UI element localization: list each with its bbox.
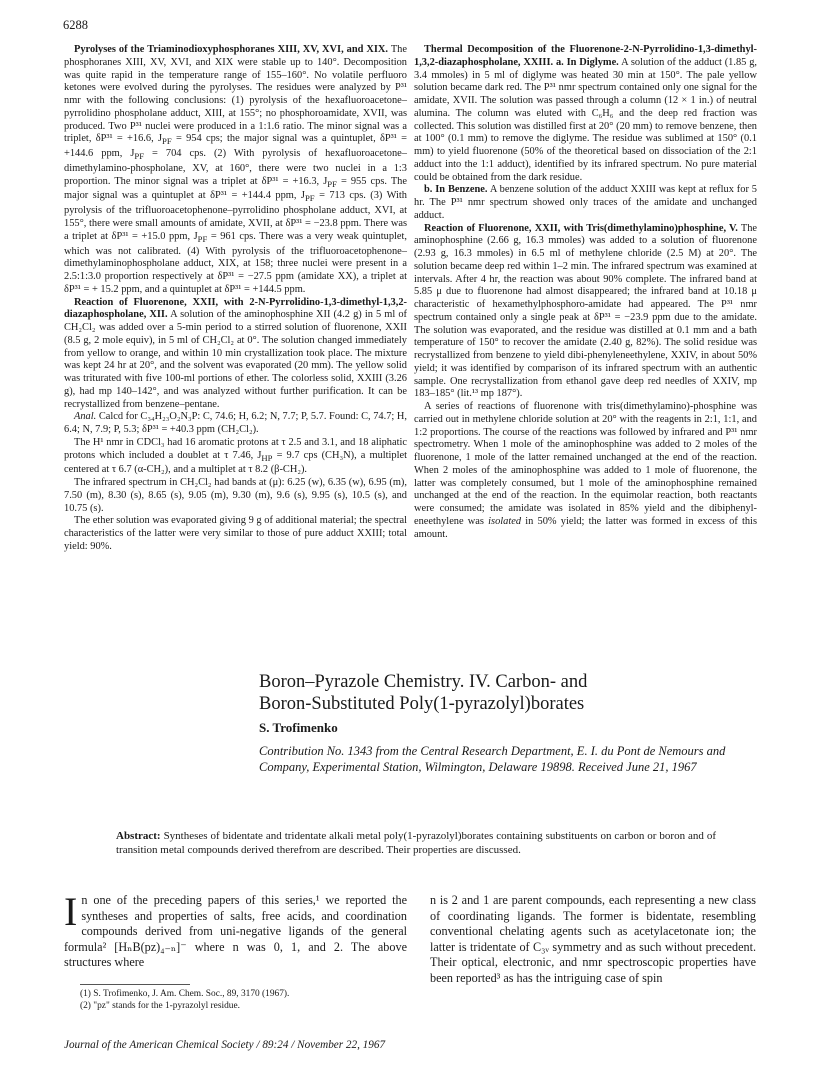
journal-footer: Journal of the American Chemical Society / 89:24 / November 22, 1967 [64,1039,386,1051]
article-title-line: Boron-Substituted Poly(1-pyrazolyl)borates [259,694,585,714]
article-title [259,671,759,715]
footnote: (1) S. Trofimenko, J. Am. Chem. Soc., 89, 3170 (1967). [80,989,290,999]
body-text-right: n is 2 and 1 are parent compounds, each representing a new class of coordinating ligands. The former is bidentate, resembling conventional chelating agents such as acetylacetonate ion; the latter is tridentate of C₃ᵥ symmetry and as such without precedent. Their optical, electronic, and nmr spectroscopic properties have been reported³ as has the intriguing case of spin [430,893,756,985]
paragraph [414,401,757,541]
paragraph [414,184,757,222]
paragraph-text: Anal. Calcd for C₃₄H₂₃O₂N₃P: C, 74.6; H, 6.2; N, 7.7; P, 5.7. Found: C, 74.7; H, 6.4; N, 7.9; P, 5.3; δP³¹ = +40.3 ppm (CH₂Cl₂). [64,411,407,436]
abstract [116,830,716,857]
left-experimental-column [64,44,407,554]
paragraph-heading: b. In Benzene. [424,184,488,196]
paragraph-text: The infrared spectrum in CH₂Cl₂ had bands at (μ): 6.25 (w), 6.35 (w), 6.95 (m), 7.50 (m), 8.30 (s), 8.65 (s), 9.05 (m), 9.30 (m), 9.6 (s), 9.95 (s), 10.5 (s), and 10.75 (s). [64,477,407,514]
article-title-line: Boron–Pyrazole Chemistry. IV. Carbon- and [259,672,588,692]
page-number: 6288 [63,18,88,32]
paragraph-text: A series of reactions of fluorenone with tris(dimethylamino)-phosphine was carried out in methylene chloride solution at 20° with the reagents in 2:1, 1:1, and 1:2 proportions. The course of the reactions was followed by infrared and P³¹ nmr spectrometry. When 1 mole of the aminophosphine was added to 2 moles of the fluorenone, 1 mole of the latter remained unchanged at the end of the reaction. When 2 moles of the aminophosphine was added to 1 mole of fluorenone, the latter was completely consumed, but 1 mole of the aminophosphine remained unchanged at the end of the reaction. In the equimolar reaction, both reactants were consumed; the amidate was isolated in 85% yield and the dibiphenyl-eneethylene was isolated in 50% yield; the latter was formed in excess of this amount. [414,401,757,540]
paragraph [64,297,407,412]
paragraph-text: The phosphoranes XIII, XV, XVI, and XIX were stable up to 140°. Decomposition was quite rapid in the temperature range of 155–160°. No volatile perfluoro ketones were evolved during the pyrolyses. The residues were analyzed by P³¹ nmr with the following conclusions: (1) pyrolysis of the hexafluoroacetone–pyrrolidino phospholane adduct, XIII, at 155°; no phosphoroamidate, XVII, was produced. Two P³¹ nuclei were produced in a 1:1.6 ratio. The minor signal was a triplet, δP³¹ = +16.6, $J_{PF} = 954$ cps; the major signal was a quintuplet, δP³¹ = +144.6 ppm, $J_{PF} = 704$ cps. (2) With pyrolysis of hexafluoroacetone–dimethylamino-phospholane, XV, at 160°, there were two nuclei in a 1:3 proportion. The minor signal was a triplet at δP³¹ = +16.3, $J_{PF} = 955$ cps. The major signal was a quintuplet at δP³¹ = +144.4 ppm, $J_{PF} = 713$ cps. (3) With pyrolysis of the trifluoroacetophenone–pyrrolidino phospholane adduct, XVI, at 155°, there were small amounts of amidate, XVII, at δP³¹ = −23.8 ppm. There was a triplet at δP³¹ = +15.0 ppm, $J_{PF} = 961$ cps. There was a very weak quintuplet, which was not calibrated. (4) With pyrolysis of the trifluoroacetophenone–dimethylaminophospholane adduct, XIX, at 158; three nuclei were present in a 2.5:1:3.0 proportion respectively at δP³¹ = −27.5 ppm (amidate XX), a triplet at δP³¹ = + 15.2 ppm, and a quintuplet at δP³¹ = +144.5 ppm. [64,44,408,295]
abstract-text: Syntheses of bidentate and tridentate alkali metal poly(1-pyrazolyl)borates containing substituents on carbon or boron and of transition metal compounds derived therefrom are described. Their properties are discussed. [116,830,717,856]
footnote: (2) "pz" stands for the 1-pyrazolyl residue. [80,1000,240,1011]
paragraph [64,44,407,297]
contribution-note: Contribution No. 1343 from the Central Research Department, E. I. du Pont de Nemours and Company, Experimental Station, Wilmington, Delaware 19898. Received June 21, 1967 [259,744,726,774]
right-experimental-column [414,44,757,541]
paragraph-text: The ether solution was evaporated giving 9 g of additional material; the spectral characteristics of the latter were very similar to those of pure adduct XXIII; total yield: 90%. [64,515,407,552]
paragraph [64,437,407,477]
author-name: S. Trofimenko [259,720,338,735]
paragraph-text: A solution of the aminophosphine XII (4.2 g) in 5 ml of CH₂Cl₂ was added over a 5-min period to a stirred solution of fluorenone, XXII (8.5 g, 2 mole equiv), in 5 ml of CH₂Cl₂ at 0°. The solution changed immediately from yellow to orange, and within 10 min crystallization took place. The mixture was kept 24 hr at 20°, and the solvent was evaporated (20 mm). The yellow solid was triturated with five 100-ml portions of ether. The colorless solid, XXIII (3.26 g), had mp 140–142°, and was analyzed without further purification. It can be recrystallized from benzene–pentane. [64,309,407,410]
abstract-label: Abstract: [116,830,161,842]
paragraph-heading: Reaction of Fluorenone, XXII, with 2-N-Pyrrolidino-1,3-dimethyl-1,3,2-diazaphospholane, XII. [64,296,407,321]
paragraph-text: A solution of the adduct (1.85 g, 3.4 mmoles) in 5 ml of diglyme was heated 30 min at 150°. The pale yellow solution became dark red. The P³¹ nmr spectrum contained only one signal for the amidate, XVII. The solution was passed through a column (12 × 1 in.) of neutral alumina. The column was eluted with C₆H₆ and the deep red fraction was collected. This solution was distilled first at 20° (20 mm) to remove benzene, then at 100° (0.1 mm) to remove the diglyme. The residue was sublimed at 150° (0.1 mm) to yield fluorenone (50% of the theoretical based on dissociation of the 2:1 adduct into the 1:1 adduct), identified by its infrared spectrum. No pure material could be obtained from the dark residue. [414,56,758,183]
body-paragraph: n one of the preceding papers of this series,¹ we reported the syntheses and properties of salts, free acids, and coordination compounds derived from uni-negative ligands of the general formula² [HₙB(pz)₄₋ₙ]⁻ where n was 0, 1, and 2. The above structures where [64,893,407,969]
body-text-left [64,889,407,971]
paragraph-text: The H¹ nmr in CDCl₃ had 16 aromatic protons at τ 2.5 and 3.1, and 18 aliphatic protons which included a doublet at τ 7.46, $J_{HP} = 9.7$ cps (CH₃N), a multiplet centered at τ 6.7 (α-CH₂), and a multiplet at τ 8.2 (β-CH₂). [64,436,408,476]
paragraph-heading: Pyrolyses of the Triaminodioxyphosphoranes XIII, XV, XVI, and XIX. [74,44,389,55]
paragraph [64,411,407,437]
drop-cap: I [64,889,78,934]
paragraph-heading: Reaction of Fluorenone, XXII, with Tris(dimethylamino)phosphine, V. [424,222,738,234]
paragraph-heading: Thermal Decomposition of the Fluorenone-2-N-Pyrrolidino-1,3-dimethyl-1,3,2-diazaphospholane, XXIII. a. In Diglyme. [414,44,757,68]
paragraph [414,223,757,402]
footnote-divider [80,984,190,985]
paragraph [64,515,407,553]
paragraph [64,477,407,515]
paragraph [414,44,757,184]
paragraph-text: A benzene solution of the adduct XXIII was kept at reflux for 5 hr. The P³¹ nmr spectrum showed only traces of the amidate and unchanged adduct. [414,184,757,221]
footnotes [80,989,410,1012]
paragraph-text: The aminophosphine (2.66 g, 16.3 mmoles) was added to a solution of fluorenone (2.93 g, 16.3 mmoles) in 6.5 ml of methylene chloride (2.5 M) at 20°. The solution became deep red within 1–2 min. The infrared spectrum was examined at intervals. After 4 hr, the reaction was about 90% complete. The infrared band at 5.85 μ due to fluorenone had almost disappeared; the infrared band at 10.18 μ characteristic of hexamethylphosphoro-amidate had appeared. The P³¹ nmr spectrum contained only a single peak at δP³¹ = −23.9 ppm due to the amidate. The solution was evaporated, and the residue was distilled at 0.1 mm and a bath temperature of 150° to recover the amidate (2.40 g, 82%). The solid residue was recrystallized from benzene to yield dibi-phenyleneethylene, XXIV, in about 50% yield; it was identified by comparison of its infrared spectrum with an authentic sample. One recrystallization from ethanol gave deep red needles of XXIV, mp 183–185° (lit.¹³ mp 187°). [414,222,757,400]
